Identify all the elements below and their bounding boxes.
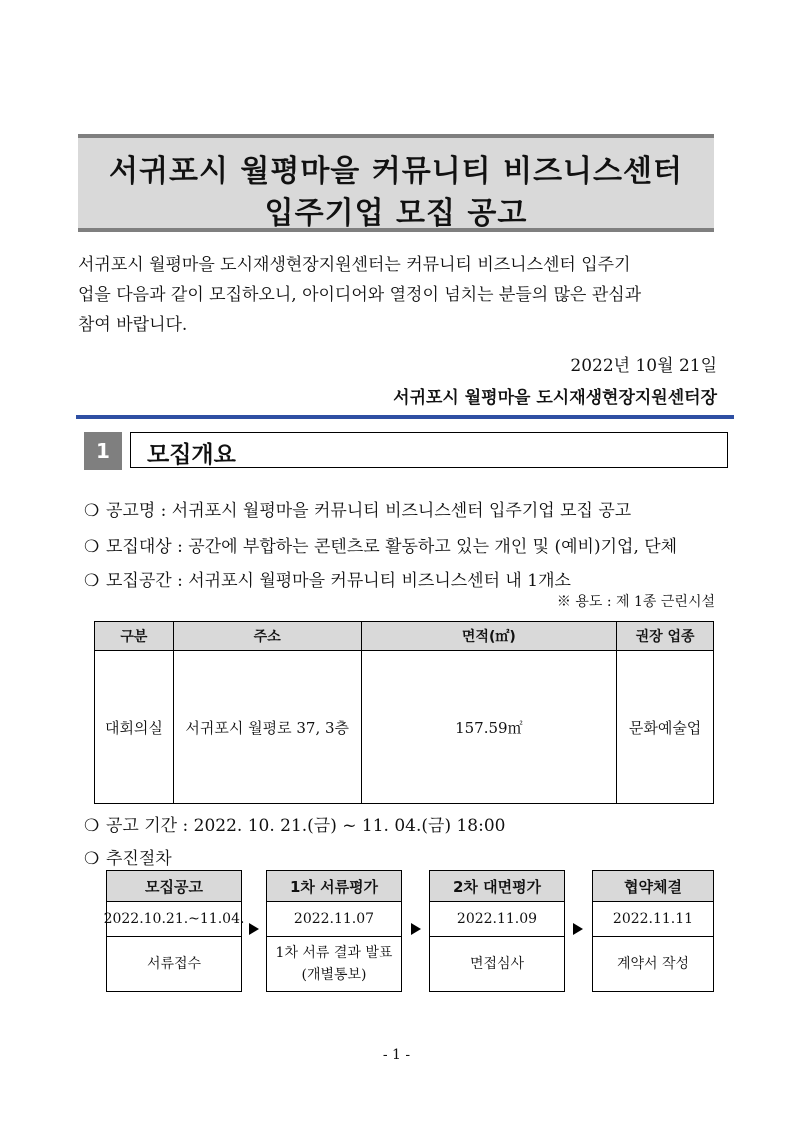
arrow-right-icon (411, 923, 421, 935)
bullet-announcement (84, 496, 631, 521)
issuer: 서귀포시 월평마을 도시재생현장지원센터장 (393, 388, 717, 408)
process-step (592, 870, 714, 992)
section-divider (76, 415, 734, 419)
process-step (103, 870, 245, 992)
space-table (94, 621, 714, 804)
page-number: - 1 - (382, 1047, 411, 1063)
section-number: 1 (84, 432, 122, 470)
step-date: 2022.11.07 (266, 902, 402, 937)
arrow-right-icon (249, 923, 259, 935)
circle-bullet-icon: ❍ (84, 571, 100, 591)
section-title: 모집개요 (147, 442, 236, 468)
step-date: 2022.11.11 (592, 902, 714, 937)
step-date: 2022.11.09 (429, 902, 565, 937)
section-title-box (130, 432, 728, 468)
step-title: 협약체결 (592, 870, 714, 902)
bullet-text: 모집공간 : 서귀포시 월평마을 커뮤니티 비즈니스센터 내 1개소 (106, 571, 571, 591)
process-step (266, 870, 402, 992)
table-cell: 대회의실 (95, 651, 174, 804)
circle-bullet-icon: ❍ (84, 537, 100, 557)
table-cell: 문화예술업 (617, 651, 714, 804)
bullet-text: 공고 기간 : 2022. 10. 21.(금) ~ 11. 04.(금) 18:00 (106, 816, 506, 836)
circle-bullet-icon: ❍ (84, 849, 100, 869)
table-row (95, 651, 714, 804)
title-line-1: 서귀포시 월평마을 커뮤니티 비즈니스센터 (109, 154, 683, 189)
table-header: 면적(㎡) (361, 622, 617, 651)
table-header-row (95, 622, 714, 651)
intro-line: 업을 다음과 같이 모집하오니, 아이디어와 열정이 넘치는 분들의 많은 관심과 (78, 285, 642, 305)
usage-note: ※ 용도 : 제 1종 근린시설 (556, 594, 715, 610)
bullet-period (84, 811, 505, 836)
bullet-text: 추진절차 (106, 849, 172, 869)
bullet-procedure (84, 844, 172, 869)
step-desc-text: 면접심사 (469, 956, 525, 972)
step-title: 모집공고 (106, 870, 242, 902)
bullet-target (84, 532, 677, 557)
step-desc-text: (개별통보) (301, 967, 367, 983)
step-desc-text: 계약서 작성 (616, 956, 690, 972)
step-desc (106, 937, 242, 992)
step-desc-text: 1차 서류 결과 발표 (275, 945, 393, 961)
step-title: 2차 대면평가 (429, 870, 565, 902)
circle-bullet-icon: ❍ (84, 816, 100, 836)
table-cell: 157.59㎡ (361, 651, 617, 804)
bullet-space (84, 566, 571, 591)
arrow-right-icon (573, 923, 583, 935)
bullet-text: 공고명 : 서귀포시 월평마을 커뮤니티 비즈니스센터 입주기업 모집 공고 (106, 501, 632, 521)
table-header: 주소 (173, 622, 361, 651)
step-desc-text: 서류접수 (146, 956, 202, 972)
circle-bullet-icon: ❍ (84, 501, 100, 521)
table-header: 구분 (95, 622, 174, 651)
intro-paragraph (78, 250, 718, 340)
step-title: 1차 서류평가 (266, 870, 402, 902)
table-cell: 서귀포시 월평로 37, 3층 (173, 651, 361, 804)
step-desc (592, 937, 714, 992)
intro-line: 참여 바랍니다. (78, 315, 188, 335)
title-line-2: 입주기업 모집 공고 (264, 196, 528, 231)
intro-line: 서귀포시 월평마을 도시재생현장지원센터는 커뮤니티 비즈니스센터 입주기 (78, 255, 631, 275)
step-desc (266, 937, 402, 992)
step-date: 2022.10.21.~11.04. (106, 902, 242, 937)
announcement-date: 2022년 10월 21일 (570, 356, 717, 376)
table-header: 권장 업종 (617, 622, 714, 651)
process-step (429, 870, 565, 992)
title-box (78, 134, 714, 232)
step-desc (429, 937, 565, 992)
bullet-text: 모집대상 : 공간에 부합하는 콘텐츠로 활동하고 있는 개인 및 (예비)기업, 단체 (106, 537, 678, 557)
